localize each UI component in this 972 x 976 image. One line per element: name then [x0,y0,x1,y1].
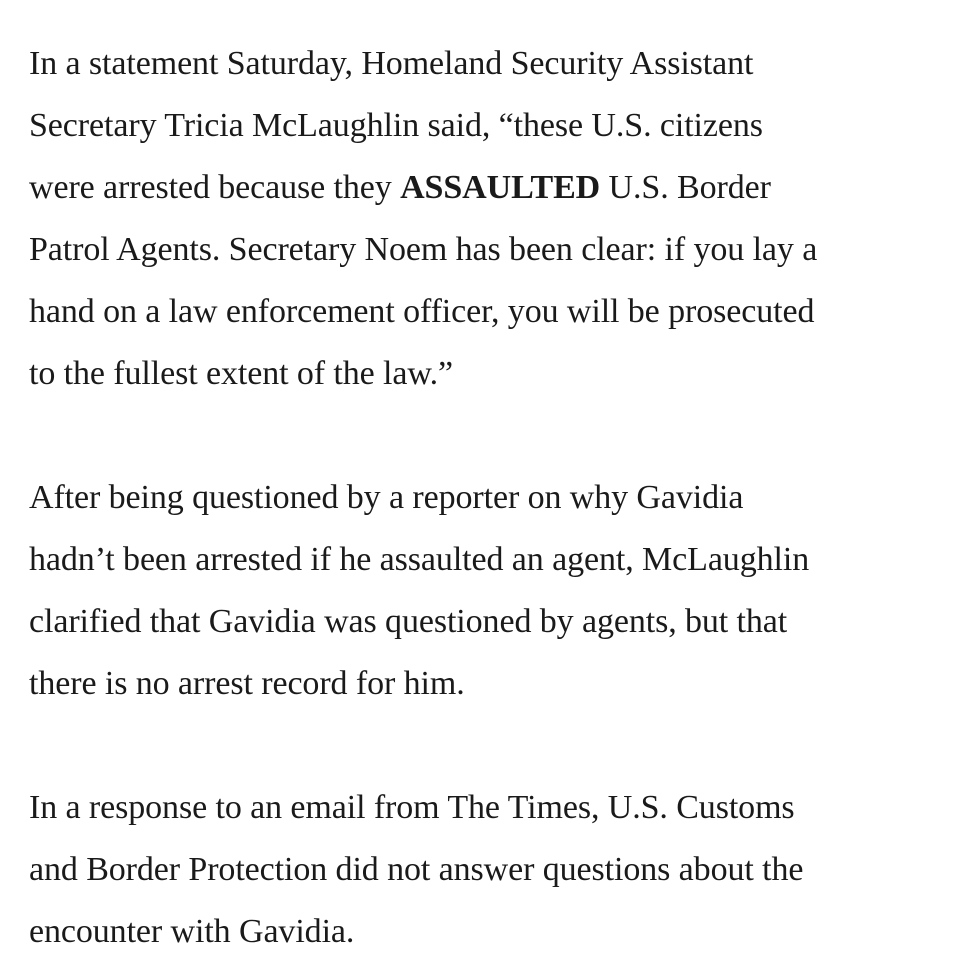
text-line: Secretary Tricia McLaughlin said, “these U.S. citizens [29,107,763,144]
text-segment: were arrested because they [29,169,401,206]
paragraph-statement [29,33,952,405]
text-line: hand on a law enforcement officer, you will be prosecuted [29,293,815,330]
text-line: to the fullest extent of the law.” [29,355,453,392]
text-line: clarified that Gavidia was questioned by agents, but that [29,603,788,640]
text-line: hadn’t been arrested if he assaulted an agent, McLaughlin [29,541,810,578]
text-line: there is no arrest record for him. [29,665,465,702]
text-line: encounter with Gavidia. [29,913,355,950]
paragraph-questioning [29,467,952,715]
text-line [29,157,952,219]
text-segment: U.S. Border [600,169,771,206]
text-line: Patrol Agents. Secretary Noem has been clear: if you lay a [29,231,818,268]
paragraph-response [29,777,952,963]
text-line: In a statement Saturday, Homeland Security Assistant [29,45,754,82]
text-line: After being questioned by a reporter on why Gavidia [29,479,744,516]
emphasized-word: ASSAULTED [400,169,601,206]
text-line: In a response to an email from The Times, U.S. Customs [29,789,795,826]
text-line: and Border Protection did not answer questions about the [29,851,804,888]
